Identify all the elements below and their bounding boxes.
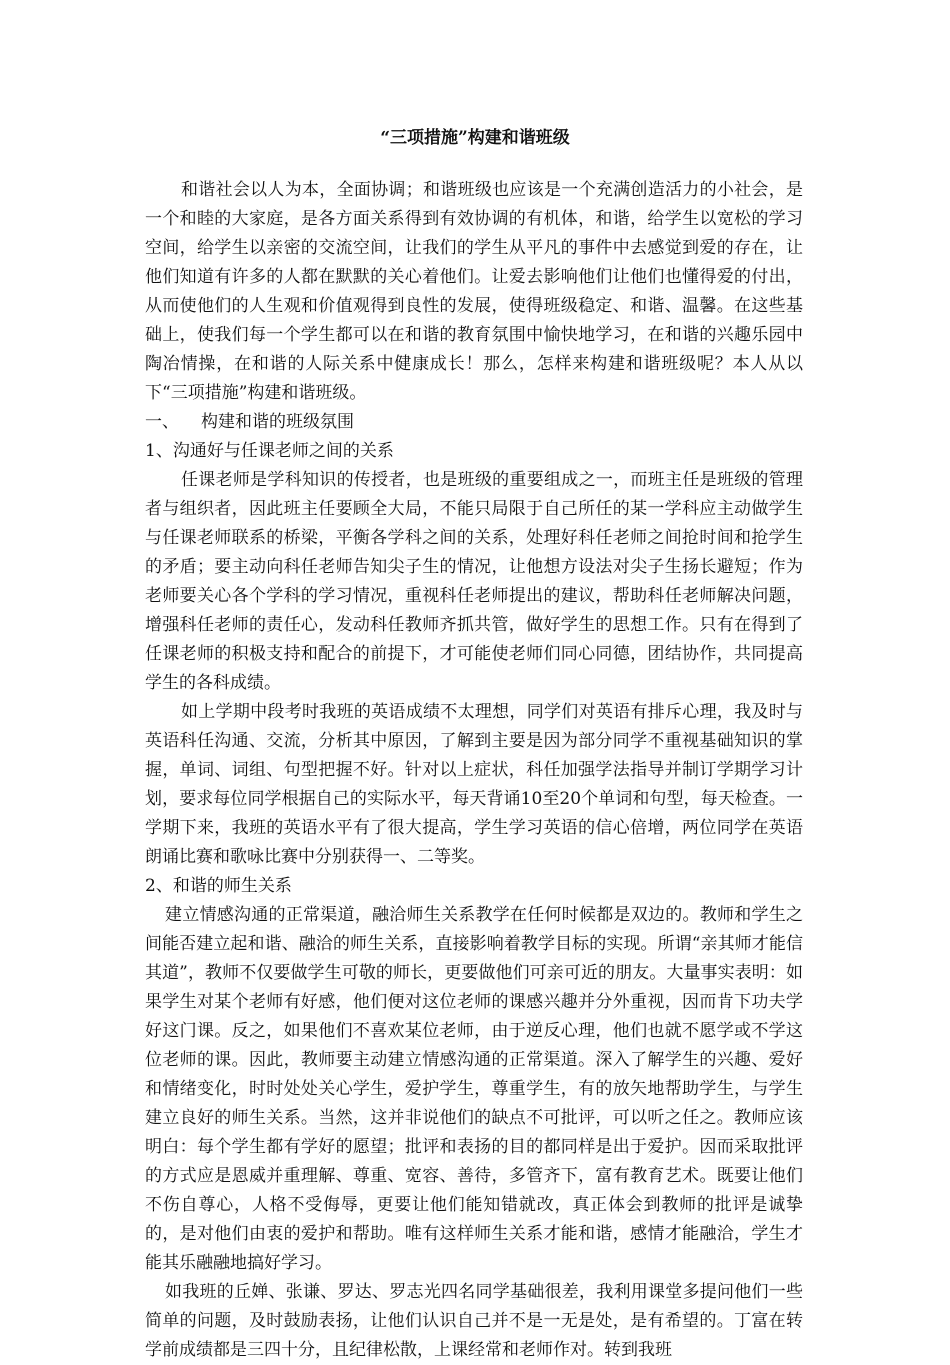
- section-title: 构建和谐的班级氛围: [201, 412, 354, 432]
- subsection-heading-2: 2、和谐的师生关系: [145, 876, 292, 896]
- paragraph-teachers: 任课老师是学科知识的传授者，也是班级的重要组成之一，而班主任是班级的管理者与组织者，因此班主任要顾全大局，不能只局限于自己所任的某一学科应主动做学生与任课老师联系的桥梁，平衡各学科之间的关系，处理好科任老师之间抢时间和抢学生的矛盾；要主动向科任老师告知尖子生的情况，让他想方设法对尖子生扬长避短；作为老师要关心各个学科的学习情况，重视科任老师提出的建议，帮助科任老师解决问题，增强科任老师的责任心，发动科任教师齐抓共管，做好学生的思想工作。只有在得到了任课老师的积极支持和配合的前提下，才可能使老师们同心同德，团结协作，共同提高学生的各科成绩。: [145, 470, 803, 693]
- intro-paragraph: 和谐社会以人为本，全面协调；和谐班级也应该是一个充满创造活力的小社会，是一个和睦的大家庭，是各方面关系得到有效协调的有机体，和谐，给学生以宽松的学习空间，给学生以亲密的交流空间，让我们的学生从平凡的事件中去感觉到爱的存在，让他们知道有许多的人都在默默的关心着他们。让爱去影响他们让他们也懂得爱的付出，从而使他们的人生观和价值观得到良性的发展，使得班级稳定、和谐、温馨。在这些基础上，使我们每一个学生都可以在和谐的教育氛围中愉快地学习，在和谐的兴趣乐园中陶冶情操，在和谐的人际关系中健康成长！那么，怎样来构建和谐班级呢？本人从以下“三项措施”构建和谐班级。: [145, 180, 803, 403]
- section-heading: [145, 408, 803, 437]
- paragraph-teacher-student: 建立情感沟通的正常渠道，融洽师生关系教学在任何时候都是双边的。教师和学生之间能否建立起和谐、融洽的师生关系，直接影响着教学目标的实现。所谓“亲其师才能信其道”，教师不仅要做学生可敬的师长，更要做他们可亲可近的朋友。大量事实表明：如果学生对某个老师有好感，他们便对这位老师的课感兴趣并分外重视，因而肯下功夫学好这门课。反之，如果他们不喜欢某位老师，由于逆反心理，他们也就不愿学或不学这位老师的课。因此，教师要主动建立情感沟通的正常渠道。深入了解学生的兴趣、爱好和情绪变化，时时处处关心学生，爱护学生，尊重学生，有的放矢地帮助学生，与学生建立良好的师生关系。当然，这并非说他们的缺点不可批评，可以听之任之。教师应该明白：每个学生都有学好的愿望；批评和表扬的目的都同样是出于爱护。因而采取批评的方式应是恩威并重理解、尊重、宽容、善待，多管齐下，富有教育艺术。既要让他们不伤自尊心，人格不受侮辱，更要让他们能知错就改，真正体会到教师的批评是诚挚的，是对他们由衷的爱护和帮助。唯有这样师生关系才能和谐，感情才能融洽，学生才能其乐融融地搞好学习。: [145, 905, 803, 1273]
- document-body: [145, 176, 803, 1365]
- paragraph-english-example: 如上学期中段考时我班的英语成绩不太理想，同学们对英语有排斥心理，我及时与英语科任沟通、交流，分析其中原因，了解到主要是因为部分同学不重视基础知识的掌握，单词、词组、句型把握不好。针对以上症状，科任加强学法指导并制订学期学习计划，要求每位同学根据自己的实际水平，每天背诵10至20个单词和句型，每天检查。一学期下来，我班的英语水平有了很大提高，学生学习英语的信心倍增，两位同学在英语朗诵比赛和歌咏比赛中分别获得一、二等奖。: [145, 702, 803, 867]
- document-title: “三项措施”构建和谐班级: [380, 128, 570, 148]
- paragraph-student-example: 如我班的丘婵、张谦、罗达、罗志光四名同学基础很差，我利用课堂多提问他们一些简单的问题，及时鼓励表扬，让他们认识自己并不是一无是处，是有希望的。丁富在转学前成绩都是三四十分，且纪律松散，上课经常和老师作对。转到我班: [145, 1282, 803, 1360]
- subsection-heading-1: 1、沟通好与任课老师之间的关系: [145, 441, 394, 461]
- section-number: 一、: [145, 412, 179, 432]
